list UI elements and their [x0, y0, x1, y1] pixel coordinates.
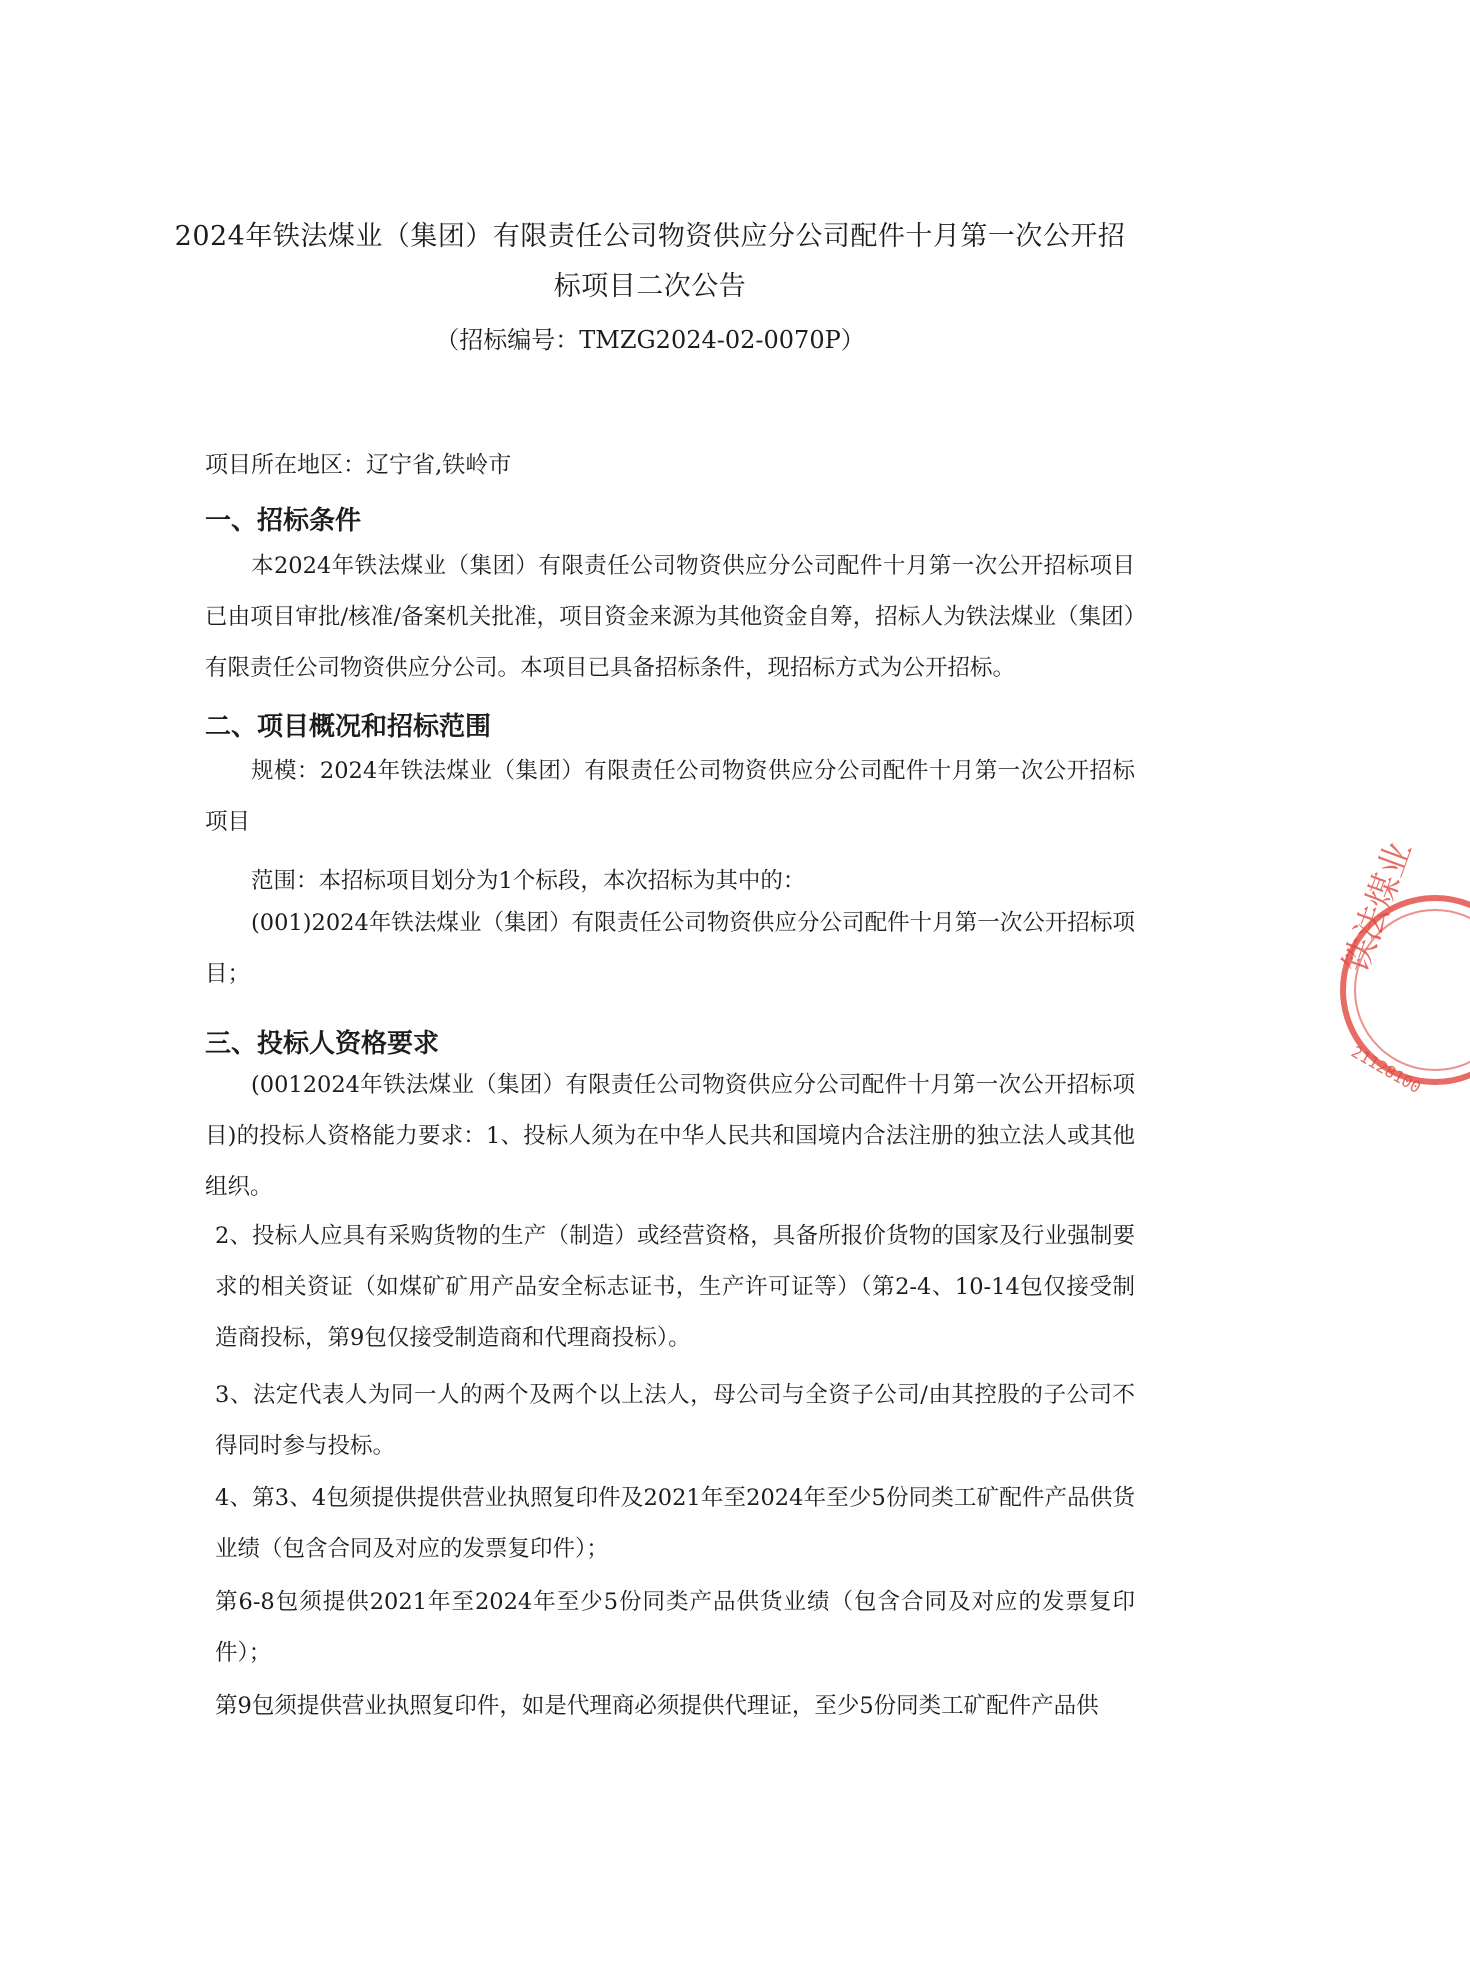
title-block: [150, 212, 1150, 364]
document-title-line-1: 2024年铁法煤业（集团）有限责任公司物资供应分公司配件十月第一次公开招: [174, 221, 1126, 252]
section-2-heading: 二、项目概况和招标范围: [205, 712, 492, 742]
qualification-intro: (0012024年铁法煤业（集团）有限责任公司物资供应分公司配件十月第一次公开招标项目)的投标人资格能力要求：1、投标人须为在中华人民共和国境内合法注册的独立法人或其他组织。: [205, 1072, 1135, 1200]
project-scope: 范围：本招标项目划分为1个标段，本次招标为其中的：: [251, 868, 806, 894]
section-1-heading: 一、招标条件: [205, 506, 362, 536]
qualification-item-4c: 第9包须提供营业执照复印件，如是代理商必须提供代理证，至少5份同类工矿配件产品供: [215, 1693, 1099, 1719]
project-region: 项目所在地区：辽宁省,铁岭市: [205, 452, 512, 478]
section-1-paragraph: 本2024年铁法煤业（集团）有限责任公司物资供应分公司配件十月第一次公开招标项目已由项目审批/核准/备案机关批准，项目资金来源为其他资金自筹，招标人为铁法煤业（集团）有限责任公司物资供应分公司。本项目已具备招标条件，现招标方式为公开招标。: [205, 553, 1135, 681]
company-seal-stamp: [1310, 836, 1470, 1100]
svg-text:21128100: 21128100: [1348, 1042, 1425, 1097]
bid-number: （招标编号：TMZG2024-02-0070P）: [435, 326, 865, 354]
qualification-item-2: 2、投标人应具有采购货物的生产（制造）或经营资格，具备所报价货物的国家及行业强制要求的相关资证（如煤矿矿用产品安全标志证书，生产许可证等）（第2-4、10-14包仅接受制造商投标，第9包仅接受制造商和代理商投标）。: [215, 1223, 1135, 1351]
qualification-item-4: 4、第3、4包须提供提供营业执照复印件及2021年至2024年至少5份同类工矿配件产品供货业绩（包含合同及对应的发票复印件）；: [215, 1485, 1135, 1562]
project-scale: 规模：2024年铁法煤业（集团）有限责任公司物资供应分公司配件十月第一次公开招标项目: [205, 758, 1135, 835]
project-lot: (001)2024年铁法煤业（集团）有限责任公司物资供应分公司配件十月第一次公开招标项目；: [205, 910, 1135, 987]
document-title-line-2: 标项目二次公告: [553, 271, 747, 302]
qualification-item-4b: 第6-8包须提供2021年至2024年至少5份同类产品供货业绩（包含合同及对应的发票复印件）；: [215, 1589, 1135, 1666]
svg-text:铁法煤业: 铁法煤业: [1335, 836, 1420, 979]
qualification-item-3: 3、法定代表人为同一人的两个及两个以上法人，母公司与全资子公司/由其控股的子公司不得同时参与投标。: [215, 1382, 1135, 1459]
section-3-heading: 三、投标人资格要求: [205, 1029, 440, 1059]
